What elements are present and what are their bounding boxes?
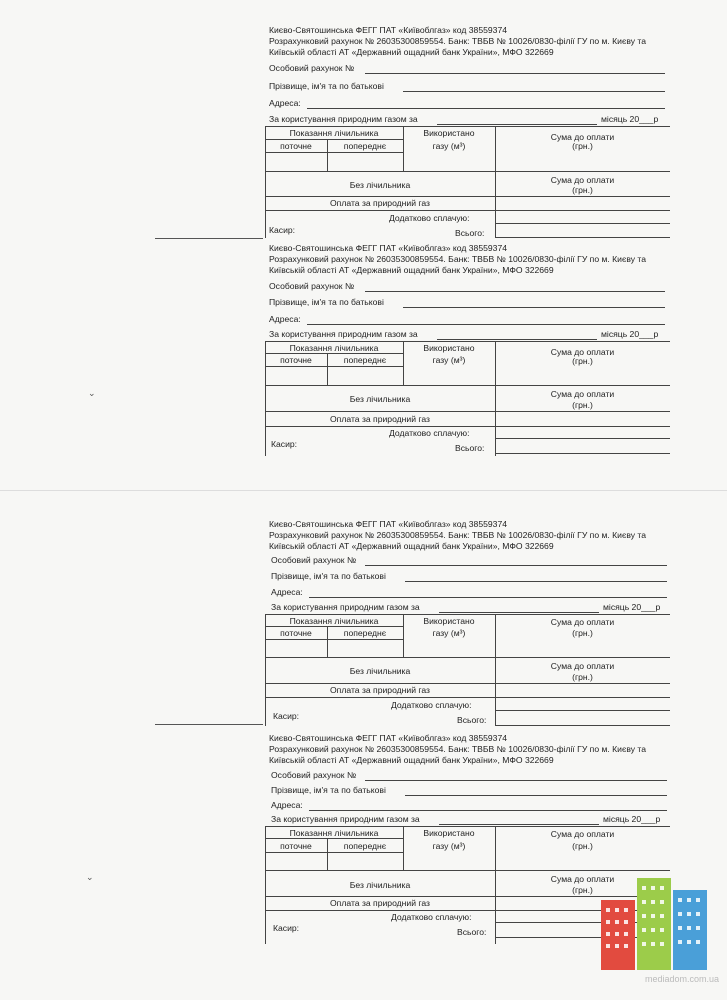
month-label: місяць 20___р — [603, 814, 661, 824]
usage-label: За користування природним газом за — [269, 114, 418, 124]
row1-bottom-line — [265, 171, 670, 172]
no-meter-label: Без лічильника — [349, 666, 411, 676]
total-line — [495, 237, 670, 238]
row3-bottom-line — [265, 210, 670, 211]
row1-bottom-line — [265, 657, 670, 658]
no-meter-label: Без лічильника — [349, 180, 411, 190]
row1-bottom-line — [265, 870, 670, 871]
header-bottom-line — [265, 639, 403, 640]
cashier-label: Касир: — [273, 923, 300, 933]
cut-line — [155, 238, 263, 239]
row3-bottom-line — [265, 697, 670, 698]
col-divider-1 — [327, 838, 328, 870]
payment-form-2 — [265, 244, 670, 456]
org-line: Києво-Святошинська ФЕГГ ПАТ «Київоблгаз» код 38559374 — [269, 733, 508, 743]
sum-label-2b: (грн.) — [572, 400, 593, 410]
account-line-1: Розрахунковий рахунок № 26035300859554. Банк: ТВБВ № 10026/0830-філії ГУ по м. Києву та — [269, 36, 647, 46]
sum-label-2b: (грн.) — [572, 672, 593, 682]
personal-account-field[interactable] — [365, 291, 665, 292]
extra-paid-label: Додатково сплачую: — [391, 912, 472, 922]
red-building — [601, 900, 635, 970]
current-label: поточне — [280, 141, 312, 151]
total-label: Всього: — [455, 443, 485, 453]
gas-payment-label: Оплата за природний газ — [330, 198, 430, 208]
sum-label-1b: Сума до оплати — [550, 874, 615, 884]
page-divider — [0, 490, 727, 491]
address-field[interactable] — [307, 108, 665, 109]
sum-label-1: Сума до оплати — [550, 347, 615, 357]
col-divider-3 — [495, 126, 496, 238]
previous-label: попереднє — [343, 628, 387, 638]
used-label-1: Використано — [423, 616, 475, 626]
used-label-2: газу (м³) — [432, 628, 466, 638]
org-line: Києво-Святошинська ФЕГГ ПАТ «Київоблгаз» код 38559374 — [269, 519, 508, 529]
sum-label-2: (грн.) — [572, 356, 593, 366]
cashier-label: Касир: — [273, 711, 300, 721]
table-left-border — [265, 126, 266, 238]
org-line: Києво-Святошинська ФЕГГ ПАТ «Київоблгаз» код 38559374 — [269, 25, 508, 35]
extra-paid-label: Додатково сплачую: — [391, 700, 472, 710]
month-label: місяць 20___р — [601, 329, 659, 339]
gas-payment-label: Оплата за природний газ — [330, 685, 430, 695]
total-line — [495, 453, 670, 454]
table-left-border — [265, 341, 266, 456]
col-divider-2 — [403, 614, 404, 657]
sum-label-2: (грн.) — [572, 841, 593, 851]
row2-bottom-line — [265, 683, 670, 684]
row2-bottom-line — [265, 196, 670, 197]
current-label: поточне — [280, 628, 312, 638]
extra-paid-line — [495, 438, 670, 439]
used-label-2: газу (м³) — [432, 355, 466, 365]
account-line-1: Розрахунковий рахунок № 26035300859554. Банк: ТВБВ № 10026/0830-філії ГУ по м. Києву та — [269, 530, 647, 540]
address-label: Адреса: — [271, 800, 303, 810]
personal-account-label: Особовий рахунок № — [269, 63, 355, 73]
col-divider-1 — [327, 626, 328, 657]
used-label-1: Використано — [423, 128, 475, 138]
extra-paid-line — [495, 710, 670, 711]
month-label: місяць 20___р — [603, 602, 661, 612]
sum-label-2: (грн.) — [572, 628, 593, 638]
meter-sub-line — [265, 353, 403, 354]
meter-sub-line — [265, 626, 403, 627]
total-line — [495, 725, 670, 726]
sum-label-1: Сума до оплати — [550, 617, 615, 627]
usage-period-field[interactable] — [437, 124, 597, 125]
total-label: Всього: — [457, 927, 487, 937]
previous-label: попереднє — [343, 355, 387, 365]
usage-period-field[interactable] — [439, 824, 599, 825]
address-label: Адреса: — [269, 98, 301, 108]
meter-header: Показання лічильника — [289, 616, 379, 626]
meter-sub-line — [265, 139, 403, 140]
current-label: поточне — [280, 355, 312, 365]
cashier-label: Касир: — [271, 439, 298, 449]
account-line-2: Київській області АТ «Державний ощадний банк України», МФО 322669 — [269, 47, 554, 57]
sum-label-2: (грн.) — [572, 141, 593, 151]
current-label: поточне — [280, 841, 312, 851]
cut-line — [155, 724, 263, 725]
previous-label: попереднє — [343, 841, 387, 851]
col-divider-1 — [327, 353, 328, 385]
site-watermark: mediadom.com.ua — [644, 974, 719, 984]
name-label: Прізвище, ім'я та по батькові — [269, 81, 384, 91]
scan-mark: ⌄ — [86, 872, 94, 882]
org-line: Києво-Святошинська ФЕГГ ПАТ «Київоблгаз» код 38559374 — [269, 243, 508, 253]
total-label: Всього: — [457, 715, 487, 725]
meter-sub-line — [265, 838, 403, 839]
sum-label-1b: Сума до оплати — [550, 661, 615, 671]
name-label: Прізвище, ім'я та по батькові — [269, 297, 384, 307]
used-label-1: Використано — [423, 828, 475, 838]
gas-payment-label: Оплата за природний газ — [330, 898, 430, 908]
extra-paid-label: Додатково сплачую: — [389, 428, 470, 438]
usage-label: За користування природним газом за — [271, 602, 420, 612]
address-field[interactable] — [309, 810, 667, 811]
row1-bottom-line — [265, 385, 670, 386]
personal-account-label: Особовий рахунок № — [271, 770, 357, 780]
usage-label: За користування природним газом за — [271, 814, 420, 824]
cashier-label: Касир: — [269, 225, 296, 235]
table-top-line — [265, 126, 670, 127]
col-divider-1 — [327, 139, 328, 171]
sum-label-2b: (грн.) — [572, 185, 593, 195]
col-divider-2 — [403, 126, 404, 171]
personal-account-field[interactable] — [365, 780, 667, 781]
previous-label: попереднє — [343, 141, 387, 151]
buildings-logo — [601, 878, 709, 970]
usage-period-field[interactable] — [437, 339, 597, 340]
address-field[interactable] — [307, 324, 665, 325]
sum-label-1b: Сума до оплати — [550, 175, 615, 185]
blue-building — [673, 890, 707, 970]
meter-header: Показання лічильника — [289, 828, 379, 838]
no-meter-label: Без лічильника — [349, 394, 411, 404]
month-label: місяць 20___р — [601, 114, 659, 124]
account-line-2: Київській області АТ «Державний ощадний банк України», МФО 322669 — [269, 755, 554, 765]
personal-account-label: Особовий рахунок № — [269, 281, 355, 291]
table-top-line — [265, 341, 670, 342]
personal-account-label: Особовий рахунок № — [271, 555, 357, 565]
account-line-1: Розрахунковий рахунок № 26035300859554. Банк: ТВБВ № 10026/0830-філії ГУ по м. Києву та — [269, 744, 647, 754]
col-divider-2 — [403, 341, 404, 385]
header-bottom-line — [265, 366, 403, 367]
scan-mark: ⌄ — [88, 388, 96, 398]
extra-paid-line — [495, 223, 670, 224]
name-field[interactable] — [403, 307, 665, 308]
account-line-2: Київській області АТ «Державний ощадний банк України», МФО 322669 — [269, 541, 554, 551]
address-label: Адреса: — [271, 587, 303, 597]
meter-header: Показання лічильника — [289, 343, 379, 353]
name-field[interactable] — [405, 795, 667, 796]
col-divider-3 — [495, 341, 496, 456]
sum-label-1b: Сума до оплати — [550, 389, 615, 399]
sum-label-1: Сума до оплати — [550, 132, 615, 142]
row3-bottom-line — [265, 426, 670, 427]
account-line-2: Київській області АТ «Державний ощадний банк України», МФО 322669 — [269, 265, 554, 275]
used-label-2: газу (м³) — [432, 141, 466, 151]
sum-label-2b: (грн.) — [572, 885, 593, 895]
col-divider-3 — [495, 614, 496, 726]
address-label: Адреса: — [269, 314, 301, 324]
personal-account-field[interactable] — [365, 73, 665, 74]
table-top-line — [265, 826, 670, 827]
header-bottom-line — [265, 852, 403, 853]
name-label: Прізвище, ім'я та по батькові — [271, 571, 386, 581]
sum-label-1: Сума до оплати — [550, 829, 615, 839]
payment-form-1 — [265, 26, 670, 238]
row2-bottom-line — [265, 411, 670, 412]
name-field[interactable] — [403, 91, 665, 92]
personal-account-field[interactable] — [365, 565, 667, 566]
gas-payment-label: Оплата за природний газ — [330, 414, 430, 424]
col-divider-3 — [495, 826, 496, 944]
usage-label: За користування природним газом за — [269, 329, 418, 339]
used-label-1: Використано — [423, 343, 475, 353]
total-label: Всього: — [455, 228, 485, 238]
table-left-border — [265, 826, 266, 944]
no-meter-label: Без лічильника — [349, 880, 411, 890]
address-field[interactable] — [309, 597, 667, 598]
green-building — [637, 878, 671, 970]
usage-period-field[interactable] — [439, 612, 599, 613]
table-left-border — [265, 614, 266, 726]
used-label-2: газу (м³) — [432, 841, 466, 851]
meter-header: Показання лічильника — [289, 128, 379, 138]
payment-form-3 — [265, 520, 670, 732]
name-label: Прізвище, ім'я та по батькові — [271, 785, 386, 795]
account-line-1: Розрахунковий рахунок № 26035300859554. Банк: ТВБВ № 10026/0830-філії ГУ по м. Києву та — [269, 254, 647, 264]
name-field[interactable] — [405, 581, 667, 582]
col-divider-2 — [403, 826, 404, 870]
table-top-line — [265, 614, 670, 615]
header-bottom-line — [265, 152, 403, 153]
extra-paid-label: Додатково сплачую: — [389, 213, 470, 223]
